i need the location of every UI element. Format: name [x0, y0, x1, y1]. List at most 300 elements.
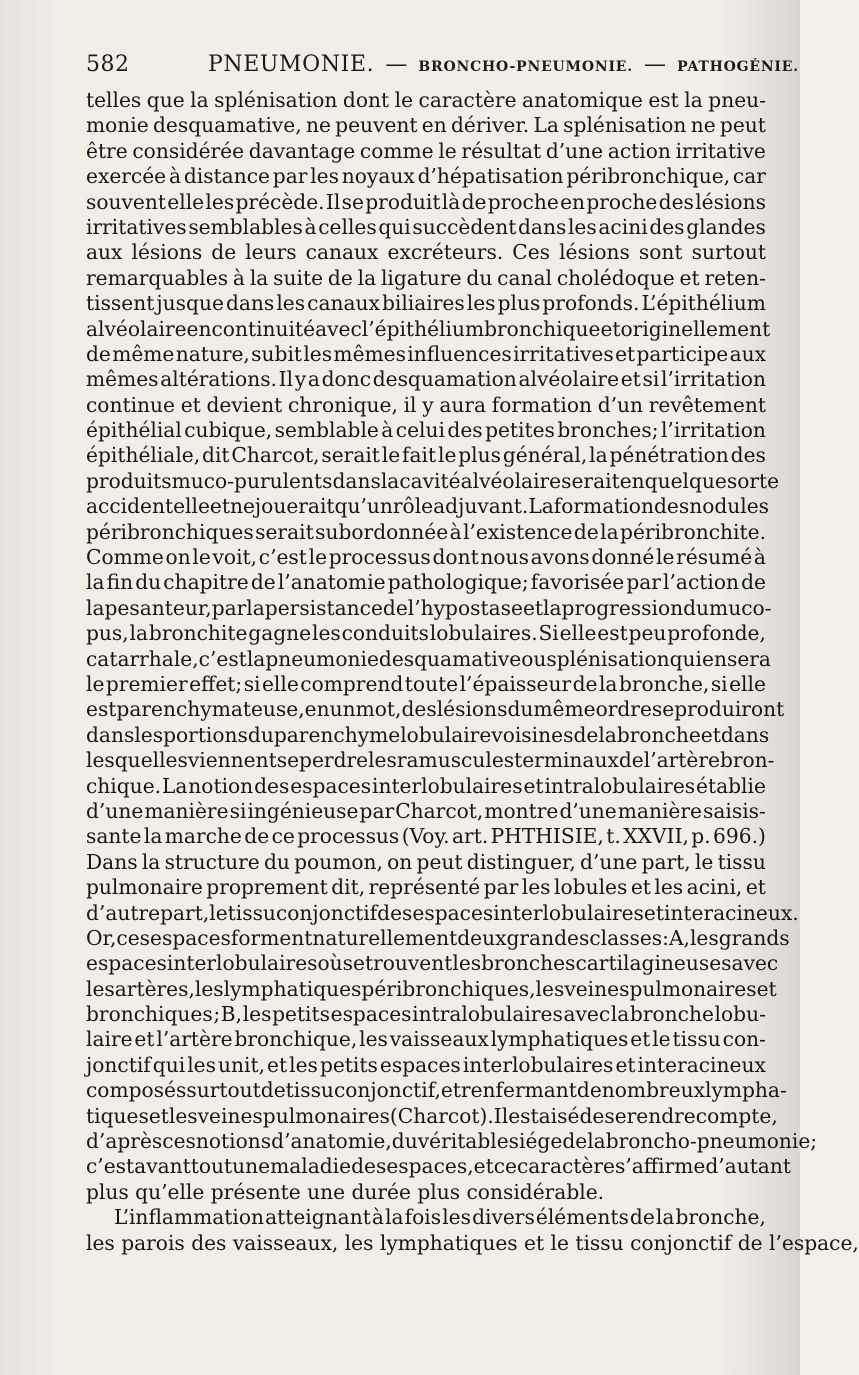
word: par	[626, 570, 661, 595]
word: là	[441, 189, 461, 214]
word: terminaux	[514, 748, 619, 773]
word: d’autre	[86, 900, 161, 925]
word: aura	[439, 392, 487, 417]
paragraph	[86, 88, 818, 1205]
text-line	[86, 139, 766, 164]
word: nodules	[689, 494, 770, 519]
text-line	[86, 570, 766, 595]
word: lobules	[554, 875, 628, 900]
word: de	[576, 1078, 602, 1103]
word: bronche	[629, 1002, 714, 1027]
text-line	[86, 342, 766, 367]
text-line	[86, 697, 785, 722]
word: ces	[162, 1129, 196, 1154]
word: on	[387, 849, 413, 874]
word: où	[317, 951, 343, 976]
word: telles	[86, 88, 142, 112]
word: proprement	[206, 875, 328, 900]
running-head-section: BRONCHO-PNEUMONIE.	[418, 59, 633, 75]
word: p.	[691, 824, 711, 849]
word: portions	[163, 722, 248, 747]
word: plus	[458, 443, 501, 468]
word: progression	[561, 595, 684, 620]
word: composés	[86, 1078, 187, 1103]
word: péribronchiques,	[361, 976, 536, 1001]
word: proche	[586, 189, 658, 214]
word: ordre	[595, 697, 652, 722]
word: alvéolaire	[518, 367, 620, 392]
text-line	[86, 976, 777, 1002]
word: interlobulaires	[166, 951, 318, 976]
word: interlobulaires	[493, 900, 644, 925]
word: et	[523, 773, 544, 798]
word: petites	[485, 418, 555, 443]
word: jusque	[156, 291, 224, 316]
word: profonds.	[542, 291, 640, 316]
word: et	[524, 1230, 551, 1255]
word: Il	[493, 1103, 509, 1128]
word: continuité	[211, 316, 316, 341]
word: même	[112, 341, 175, 366]
word: péribronchite.	[620, 519, 766, 544]
word: de	[573, 722, 599, 747]
word: tissu	[285, 1078, 334, 1103]
word: dériver.	[451, 113, 530, 138]
word: à	[753, 545, 766, 570]
word: peut	[719, 113, 766, 138]
word: comme	[359, 138, 434, 163]
word: souvent	[86, 189, 166, 214]
word: nature,	[175, 341, 250, 366]
word: des	[191, 1230, 233, 1255]
word: lymphatiques	[379, 1230, 525, 1255]
word: des	[658, 189, 694, 214]
word: processus	[297, 824, 400, 849]
word: espaces,	[386, 1154, 474, 1179]
word: lympha-	[704, 1078, 787, 1103]
word: splénisation	[546, 646, 670, 671]
word: dans	[332, 468, 381, 493]
text-line	[86, 1154, 791, 1179]
word: interlobulaires	[462, 1052, 614, 1077]
word: représenté	[368, 875, 481, 900]
word: et	[134, 1027, 155, 1052]
word: conjonctif,	[333, 1078, 441, 1103]
word: de	[562, 1129, 588, 1154]
text-line	[86, 1002, 766, 1027]
word: précède.	[235, 189, 325, 214]
word: les	[466, 291, 496, 316]
word: conduits	[341, 621, 429, 646]
word: si	[229, 798, 247, 823]
word: en	[619, 468, 645, 493]
word: pneumonie	[265, 646, 379, 671]
word: la	[357, 265, 377, 290]
word: de	[260, 1078, 286, 1103]
word: laire	[86, 1027, 133, 1052]
word: car	[732, 164, 766, 189]
word: est	[86, 697, 117, 722]
word: mêmes	[333, 341, 406, 366]
word: donné	[591, 545, 655, 570]
word: t.	[606, 824, 621, 849]
word: A,	[668, 925, 690, 950]
word: Si	[538, 621, 559, 646]
word: le	[192, 545, 211, 570]
word: espaces	[412, 900, 494, 925]
text-line	[86, 824, 766, 849]
word: à	[304, 214, 317, 239]
word: les	[289, 1052, 318, 1077]
word: et	[600, 316, 621, 341]
word: les	[86, 976, 115, 1001]
word: être	[86, 138, 128, 163]
word: subit	[251, 341, 303, 366]
word: l’artère	[156, 1027, 233, 1052]
word: serait	[255, 519, 314, 544]
word: et	[620, 367, 641, 392]
word: proche	[487, 189, 559, 214]
text-line	[86, 621, 766, 646]
text-line	[86, 240, 766, 265]
word: la	[543, 595, 562, 620]
word: donc	[321, 367, 372, 392]
word: les	[205, 189, 235, 214]
word: en	[702, 646, 727, 671]
word: d’hépatisation	[417, 164, 564, 189]
word: l’épithélium	[361, 316, 485, 341]
word: elle	[729, 671, 766, 696]
word: alvéolaire	[460, 468, 562, 493]
word: l’existence	[463, 519, 573, 544]
word: et	[756, 976, 777, 1001]
word: profonde,	[667, 621, 766, 646]
text-line	[86, 520, 766, 545]
word: durée	[351, 1179, 418, 1204]
word: sante	[86, 824, 142, 849]
word: un	[329, 697, 356, 722]
word: anatomique	[522, 88, 643, 112]
word: les	[187, 1052, 216, 1077]
word: altérations.	[160, 367, 277, 392]
word: continue	[86, 392, 175, 417]
word: la	[246, 595, 265, 620]
word: de	[573, 519, 599, 544]
word: pulmonaire	[86, 875, 203, 900]
word: produits	[86, 468, 172, 493]
word: la	[587, 1129, 606, 1154]
word: tiques	[86, 1103, 149, 1128]
word: la	[589, 443, 608, 468]
word: premier	[105, 671, 188, 696]
word: tissu	[672, 1027, 721, 1052]
word: gagne	[248, 621, 312, 646]
word: cartilagineuses	[575, 951, 732, 976]
text-line	[86, 443, 766, 468]
word: ne	[305, 113, 331, 138]
word: pulmonaires	[262, 1103, 390, 1128]
word: qui	[669, 646, 702, 671]
word: établie	[696, 773, 766, 798]
word: (Voy.	[401, 824, 450, 849]
word: suite	[273, 265, 324, 290]
word: petits	[272, 1002, 330, 1027]
word: du	[247, 722, 274, 747]
word: s’affirme	[614, 1154, 706, 1179]
word: desquamative	[378, 646, 522, 671]
word: des	[649, 214, 685, 239]
word: aux	[86, 240, 123, 265]
word: lymphatiques	[223, 976, 362, 1001]
word: toute	[404, 671, 459, 696]
word: l’irritation	[660, 367, 766, 392]
word: le	[394, 88, 414, 112]
word: tissu	[227, 900, 276, 925]
word: davantage	[248, 138, 356, 163]
word: sorte	[726, 468, 780, 493]
text-line	[86, 925, 790, 951]
word: rôle	[392, 494, 434, 519]
word: trouvent	[364, 951, 453, 976]
word: irritatives	[86, 214, 187, 239]
word: aux	[729, 341, 766, 366]
word: grands	[718, 925, 790, 950]
word: succèdent	[412, 214, 517, 239]
word: et	[473, 1154, 494, 1179]
word: des	[730, 443, 766, 468]
word: voit,	[212, 545, 258, 570]
word: manière	[144, 798, 229, 823]
word: le	[652, 1027, 671, 1052]
word: originellement	[620, 316, 771, 341]
word: Charcot,	[395, 798, 484, 823]
word: la	[380, 468, 400, 493]
word: cavité	[399, 468, 461, 493]
word: plus	[86, 1179, 136, 1204]
word: pulmonaires	[629, 976, 757, 1001]
text-line	[86, 595, 772, 621]
word: de	[461, 189, 487, 214]
word: de	[86, 341, 111, 366]
word: sera	[726, 646, 771, 671]
running-head-separator: —	[385, 52, 408, 77]
word: l’anatomie	[277, 570, 386, 595]
word: se	[341, 189, 364, 214]
word: Il	[325, 189, 341, 214]
word: considérable.	[466, 1179, 605, 1204]
word: La	[161, 773, 188, 798]
word: d’un	[597, 392, 644, 417]
word: les	[303, 341, 333, 366]
word: qui	[152, 1052, 186, 1077]
word: et	[522, 595, 544, 620]
word: les	[535, 976, 565, 1001]
word: à	[381, 418, 394, 443]
word: les	[521, 875, 551, 900]
word: desquamation	[372, 367, 517, 392]
word: le	[381, 443, 401, 468]
word: grandes	[506, 925, 590, 950]
word: espaces	[379, 1052, 461, 1077]
paragraph	[86, 1205, 859, 1256]
word: fois	[404, 1205, 442, 1230]
word: est	[597, 621, 628, 646]
word: espaces	[86, 951, 167, 976]
word: nombreux	[601, 1078, 705, 1103]
word: tissent	[86, 291, 155, 316]
word: ce	[493, 1154, 517, 1179]
word: le	[438, 138, 457, 163]
text-line	[86, 494, 770, 519]
word: Dans	[86, 849, 138, 874]
word: d’après	[86, 1129, 163, 1154]
word: bronchique,	[234, 1027, 358, 1052]
word: dont	[342, 88, 390, 112]
word: unit,	[218, 1052, 266, 1077]
word: celles	[318, 214, 377, 239]
word: dit	[202, 443, 230, 468]
word: canal	[497, 265, 553, 290]
word: avec	[731, 951, 779, 976]
word: surtout	[691, 240, 766, 265]
word: bronche	[616, 722, 701, 747]
word: une	[307, 1179, 352, 1204]
word: d’une	[86, 798, 144, 823]
word: de	[382, 595, 408, 620]
word: les	[359, 1027, 388, 1052]
word: le	[437, 443, 457, 468]
word: par	[483, 875, 519, 900]
word: la	[86, 595, 105, 620]
word: mêmes	[86, 367, 159, 392]
word: de	[737, 1230, 770, 1255]
word: le	[656, 545, 675, 570]
running-head-subsection: PATHOGÉNIE.	[677, 59, 799, 75]
word: jouerait	[254, 494, 335, 519]
word: formation	[553, 494, 654, 519]
word: et	[148, 1103, 169, 1128]
text-line	[86, 113, 766, 138]
word: participe	[636, 341, 729, 366]
text-line	[86, 875, 766, 900]
word: d’une	[559, 798, 617, 823]
word: semblables	[188, 214, 303, 239]
word: d’une	[580, 849, 638, 874]
word: peuvent	[335, 113, 418, 138]
word: les	[194, 976, 224, 1001]
word: des	[401, 697, 437, 722]
page-number: 582	[86, 52, 130, 77]
word: véritable	[417, 1129, 509, 1154]
body-text	[86, 88, 859, 1256]
word: qui	[378, 214, 411, 239]
word: atteignant	[265, 1205, 371, 1230]
word: lobu-	[714, 1002, 766, 1027]
word: revêtement	[648, 392, 766, 417]
word: espaces	[330, 1002, 412, 1027]
word: pneu-	[708, 88, 766, 112]
word: glandes	[686, 214, 766, 239]
word: et	[440, 1078, 461, 1103]
word: L’épithélium	[641, 291, 766, 316]
word: broncho-pneumonie;	[605, 1129, 818, 1154]
word: la	[598, 722, 617, 747]
word: Charcot,	[231, 443, 320, 468]
word: vaisseaux,	[232, 1230, 345, 1255]
text-line	[86, 1180, 766, 1205]
word: dans	[720, 722, 770, 747]
word: dont	[432, 545, 479, 570]
word: favorisée	[530, 570, 625, 595]
text-line	[86, 1053, 766, 1078]
word: des	[653, 494, 690, 519]
word: ;	[213, 1002, 221, 1027]
word: part,	[641, 849, 691, 874]
word: le	[308, 545, 328, 570]
word: acini	[598, 214, 648, 239]
word: rendre	[626, 1103, 696, 1128]
word: résumé	[676, 545, 753, 570]
word: se	[651, 697, 675, 722]
word: des	[351, 1154, 387, 1179]
word: y	[422, 392, 434, 417]
word: et	[643, 900, 664, 925]
word: influences	[407, 341, 512, 366]
word: présente	[210, 1179, 308, 1204]
word: intralobulaires	[412, 1002, 563, 1027]
word: effet;	[189, 671, 243, 696]
word: qu’un	[334, 494, 393, 519]
word: interlobulaires	[371, 773, 523, 798]
text-line	[86, 418, 766, 443]
word: par	[272, 164, 308, 189]
word: les	[654, 875, 684, 900]
word: des	[377, 900, 413, 925]
word: fait	[402, 443, 437, 468]
word: de	[211, 240, 237, 265]
word: notions	[195, 1129, 272, 1154]
text-line	[86, 1129, 818, 1154]
word: bronchiques	[86, 1002, 213, 1027]
text-line	[86, 468, 780, 494]
word: le	[209, 900, 228, 925]
word: c’est	[258, 545, 307, 570]
word: bronche,	[618, 671, 710, 696]
word: peut	[416, 849, 463, 874]
word: les	[567, 214, 597, 239]
word: elle	[261, 671, 299, 696]
word: du	[263, 849, 290, 874]
word: des	[254, 773, 290, 798]
word: chronique,	[288, 392, 398, 417]
word: à	[232, 265, 245, 290]
word: d’une	[545, 138, 604, 163]
word: marche	[164, 824, 242, 849]
word: lobulaires.	[429, 621, 538, 646]
word: la	[655, 1205, 675, 1230]
word: tout	[190, 1154, 233, 1179]
word: remarquables	[86, 265, 229, 290]
text-line	[86, 164, 766, 189]
text-line	[86, 367, 766, 392]
word: cholédoque	[556, 265, 675, 290]
word: et	[700, 722, 721, 747]
word: avons	[530, 545, 590, 570]
text-line	[86, 393, 766, 418]
word: de	[327, 265, 353, 290]
word: ne	[229, 494, 255, 519]
word: péribronchique,	[566, 164, 731, 189]
